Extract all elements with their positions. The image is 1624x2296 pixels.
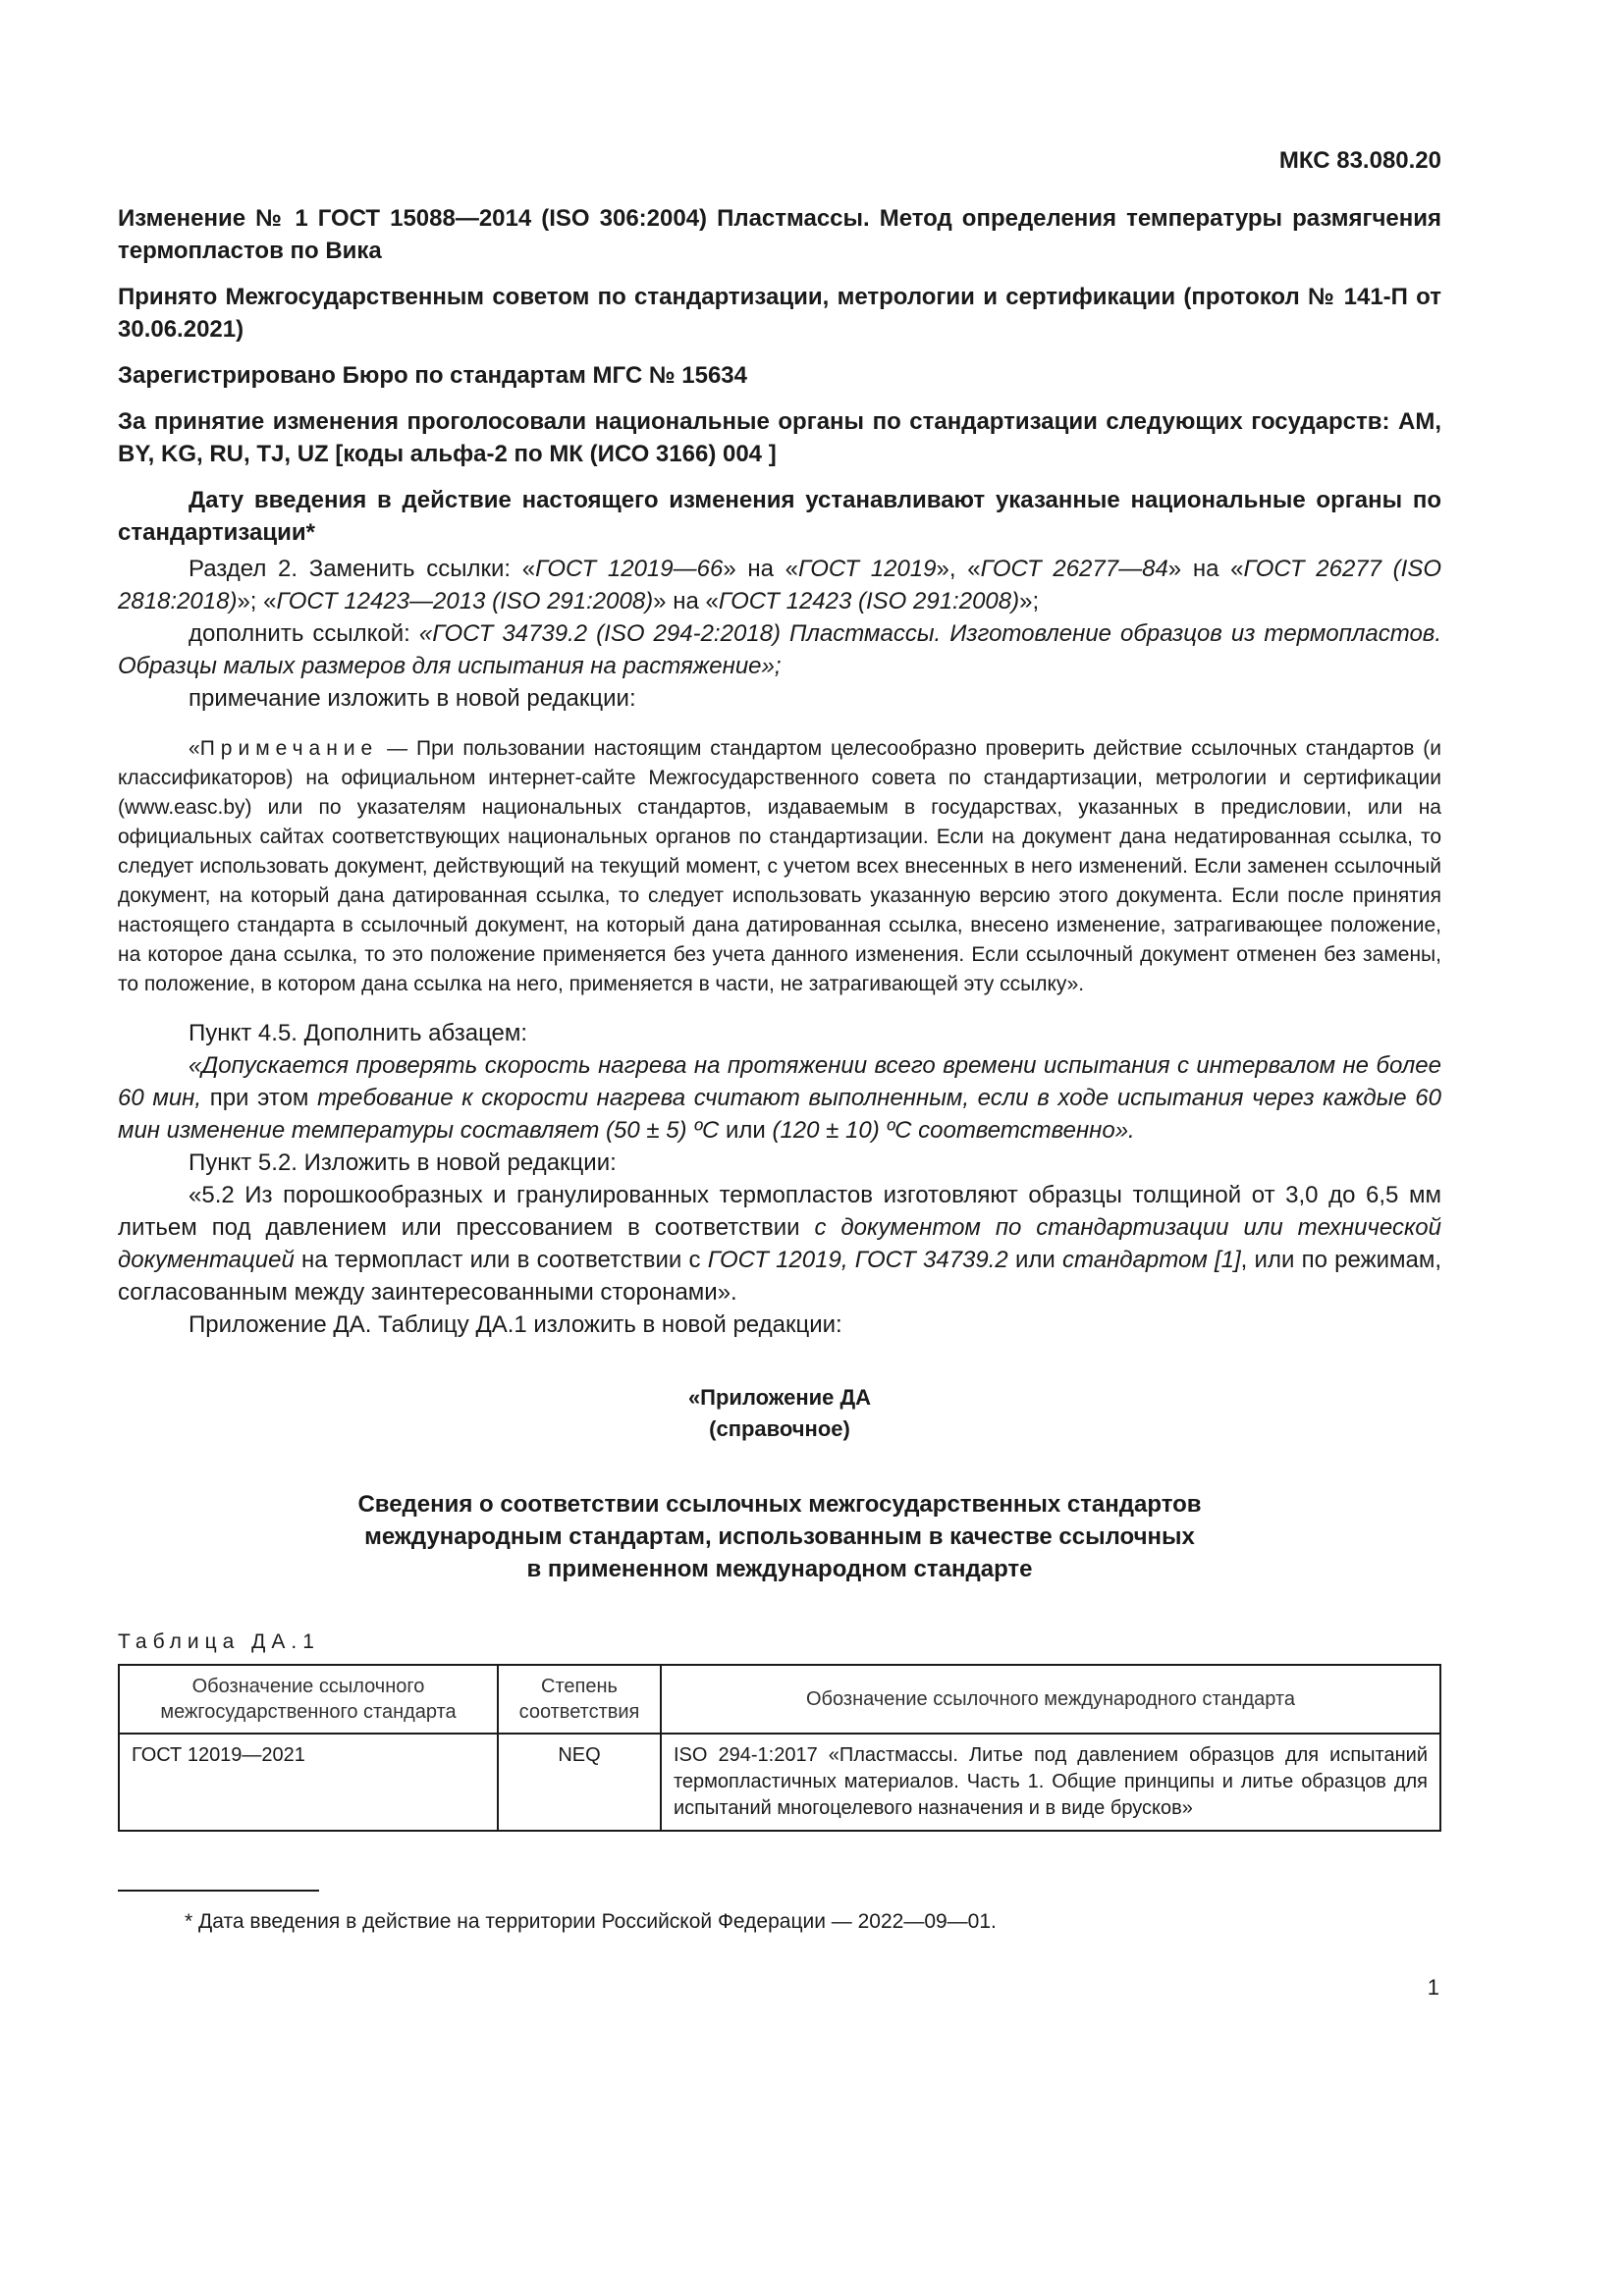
table-header-gost: Обозначение ссылочного межгосударственного стандарта (119, 1665, 498, 1734)
text-fragment: при этом (201, 1085, 318, 1111)
page-number: 1 (1427, 1975, 1439, 2000)
appendix-info-title (118, 1488, 1441, 1585)
text-fragment: »; « (237, 588, 277, 614)
p52-text (118, 1179, 1441, 1308)
text-fragment: или (719, 1117, 773, 1144)
ref-old: ГОСТ 12423—2013 (ISO 291:2008) (276, 588, 654, 614)
footnote-divider (118, 1890, 319, 1892)
text-fragment: » на « (1167, 556, 1244, 582)
ref-new: ГОСТ 26277 (ISO 2818:2018) (118, 556, 1441, 614)
section2-replace-refs (118, 553, 1441, 617)
text-fragment: или (1007, 1247, 1063, 1273)
text-fragment: », « (936, 556, 981, 582)
info-title-line: в примененном международном стандарте (526, 1556, 1033, 1582)
text-fragment: требование к скорости нагрева считают выполненным, если в ходе испытания через каждые 60 мин изменение температуры составляет (50 ± 5) ºС (118, 1085, 1442, 1144)
text-fragment: с документом по стандартизации или технической документацией (118, 1214, 1441, 1273)
ref-new: ГОСТ 12423 (ISO 291:2008) (718, 588, 1020, 614)
appendix-instruction: Приложение ДА. Таблицу ДА.1 изложить в новой редакции: (189, 1311, 842, 1338)
section2-add-ref (118, 617, 1441, 682)
table-da1 (118, 1664, 1441, 1832)
text-fragment: , или по режимам, согласованным между заинтересованными сторонами». (118, 1247, 1442, 1306)
amendment-title: Изменение № 1 ГОСТ 15088—2014 (ISO 306:2004) Пластмассы. Метод определения температуры размягчения термопластов по Вика (118, 205, 1441, 264)
effective-date-statement: Дату введения в действие настоящего изменения устанавливают указанные национальные органы по стандартизации* (118, 487, 1441, 546)
voting-statement: За принятие изменения проголосовали национальные органы по стандартизации следующих государств: AM, BY, KG, RU, TJ, UZ [коды альфа-2 по МК (ИСО 3166) 004 ] (118, 408, 1441, 467)
text-fragment: » на « (653, 588, 719, 614)
note-instruction: примечание изложить в новой редакции: (189, 685, 636, 712)
cell-gost: ГОСТ 12019—2021 (119, 1734, 498, 1831)
text-fragment: «5.2 Из порошкообразных и гранулированных термопластов изготовляют образцы толщиной от 3,0 до 6,5 мм литьем под давлением или прессованием в соответствии (118, 1182, 1441, 1241)
added-ref: «ГОСТ 34739.2 (ISO 294-2:2018) Пластмассы. Изготовление образцов из термопластов. Образцы малых размеров для испытания на растяжение»; (118, 620, 1441, 679)
text-fragment: » на « (723, 556, 798, 582)
footnote: * Дата введения в действие на территории Российской Федерации — 2022—09—01. (185, 1910, 997, 1933)
text-fragment: стандартом [1] (1062, 1247, 1241, 1273)
table-header-degree: Степень соответствия (498, 1665, 661, 1734)
p52-instruction: Пункт 5.2. Изложить в новой редакции: (189, 1149, 617, 1176)
appendix-subtitle: (справочное) (709, 1416, 850, 1441)
note-text: — При пользовании настоящим стандартом целесообразно проверить действие ссылочных стандартов (и классификаторов) на официальном интернет-сайте Межгосударственного совета по стандартизации, метрологии и сертификации (www.easc.by) или по указателям национальных стандартов, издаваемым в государствах, указанных в предисловии, или на официальных сайтах соответствующих национальных органов по стандартизации. Если на документ дана недатированная ссылка, то следует использовать документ, действующий на текущий момент, с учетом всех внесенных в него изменений. Если заменен ссылочный документ, на который дана датированная ссылка, то следует использовать указанную версию этого документа. Если после принятия настоящего стандарта в ссылочный документ, на который дана датированная ссылка, внесено изменение, затрагивающее положение, на которое дана ссылка, то это положение применяется без учета данного изменения. Если ссылочный документ отменен без замены, то положение, в котором дана ссылка на него, применяется в части, не затрагивающей эту ссылку». (118, 737, 1441, 995)
text-fragment: »; (1019, 588, 1040, 614)
adopted-statement: Принято Межгосударственным советом по стандартизации, метрологии и сертификации (протокол № 141-П от 30.06.2021) (118, 284, 1441, 343)
text-fragment: (120 ± 10) ºС соответственно». (772, 1117, 1135, 1144)
text-fragment: Раздел 2. Заменить ссылки: « (189, 556, 536, 582)
info-title-line: международным стандартам, использованным в качестве ссылочных (364, 1523, 1195, 1550)
p45-instruction: Пункт 4.5. Дополнить абзацем: (189, 1020, 528, 1046)
table-caption: Таблица ДА.1 (118, 1630, 320, 1653)
appendix-title: «Приложение ДА (687, 1385, 872, 1410)
text-fragment: « (189, 737, 200, 760)
note-label: Примечание (199, 737, 379, 760)
table-row (119, 1734, 1440, 1831)
info-title-line: Сведения о соответствии ссылочных межгосударственных стандартов (357, 1491, 1202, 1518)
note-block (118, 734, 1441, 999)
ref-old: ГОСТ 12019—66 (535, 556, 724, 582)
table-header-iso: Обозначение ссылочного международного стандарта (661, 1665, 1440, 1734)
text-fragment: «Допускается проверять скорость нагрева на протяжении всего времени испытания с интервалом не более 60 мин, (118, 1052, 1441, 1111)
text-fragment: дополнить ссылкой: (189, 620, 419, 647)
ref-old: ГОСТ 26277—84 (980, 556, 1168, 582)
text-fragment: ГОСТ 12019, ГОСТ 34739.2 (707, 1247, 1008, 1273)
mks-code: МКС 83.080.20 (1278, 147, 1441, 174)
cell-iso: ISO 294-1:2017 «Пластмассы. Литье под давлением образцов для испытаний термопластичных материалов. Часть 1. Общие принципы и литье образцов для испытаний многоцелевого назначения и в виде брусков» (661, 1734, 1440, 1831)
text-fragment: на термопласт или в соответствии с (294, 1247, 708, 1273)
table-header-row (119, 1665, 1440, 1734)
cell-degree: NEQ (498, 1734, 661, 1831)
p45-text (118, 1049, 1441, 1147)
registration-statement: Зарегистрировано Бюро по стандартам МГС № 15634 (118, 362, 747, 389)
page-content (118, 147, 1441, 1832)
ref-new: ГОСТ 12019 (797, 556, 937, 582)
